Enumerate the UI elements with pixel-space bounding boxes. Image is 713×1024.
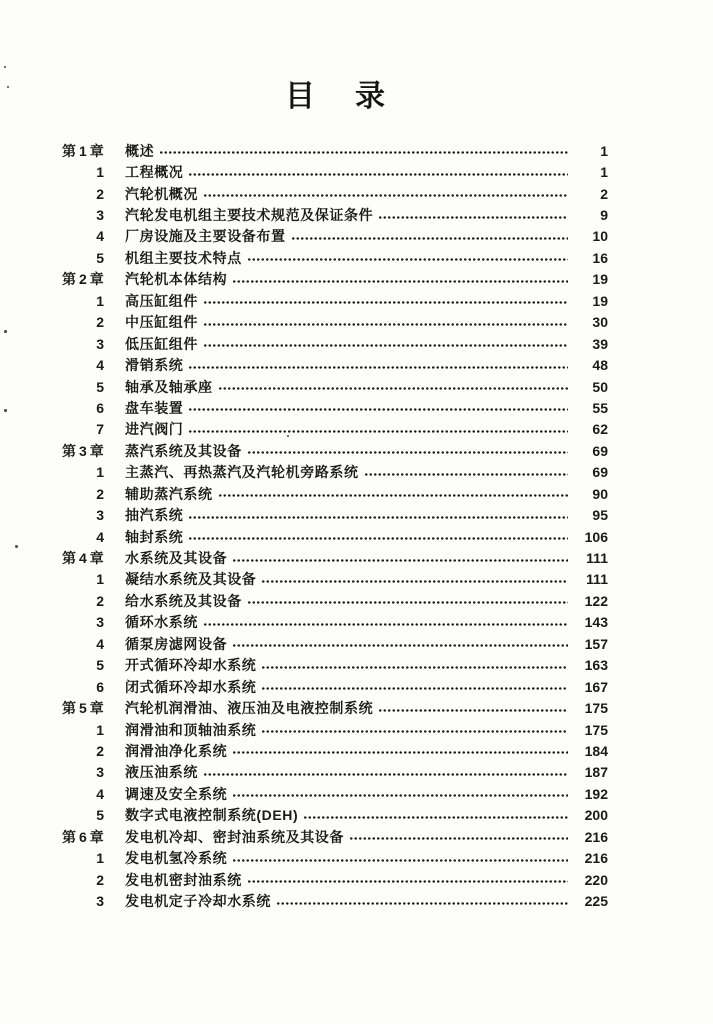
dot-leader-icon [364, 471, 568, 478]
toc-row [62, 161, 608, 182]
toc-row [62, 890, 608, 911]
toc-entry-title: 循环水系统 [125, 614, 198, 631]
toc-entry-label: 3 [96, 507, 104, 524]
dot-leader-icon [159, 149, 568, 156]
toc-entry-title: 厂房设施及主要设备布置 [125, 228, 286, 245]
toc-entry-title: 主蒸汽、再热蒸汽及汽轮机旁路系统 [125, 464, 359, 481]
toc-entry-page: 106 [584, 528, 608, 545]
toc-row [62, 847, 608, 868]
toc-entry-page: 220 [584, 871, 608, 888]
toc-entry-label: 第1章 [62, 142, 107, 159]
dot-leader-icon [232, 792, 568, 799]
dot-leader-icon [232, 278, 568, 285]
toc-entry-page: 175 [584, 721, 608, 738]
toc-entry-title: 盘车装置 [125, 399, 184, 416]
toc-entry-label: 3 [96, 207, 104, 224]
toc-entry-title: 发电机密封油系统 [125, 871, 242, 888]
toc-entry-label: 2 [96, 871, 104, 888]
toc-entry-title: 数字式电液控制系统(DEH) [125, 807, 299, 824]
toc-entry-label: 1 [96, 164, 104, 181]
toc-entry-label: 3 [96, 893, 104, 910]
toc-row [62, 440, 608, 461]
toc-entry-title: 循泵房滤网设备 [125, 635, 228, 652]
toc-entry-page: 184 [584, 742, 608, 759]
toc-entry-title: 液压油系统 [125, 764, 198, 781]
dot-leader-icon [247, 256, 568, 263]
toc-entry-page: 216 [584, 850, 608, 867]
toc-row [62, 655, 608, 676]
toc-entry-label: 4 [96, 528, 104, 545]
toc-row [62, 612, 608, 633]
toc-row [62, 247, 608, 268]
toc-entry-page: 10 [592, 228, 608, 245]
dot-leader-icon [188, 406, 568, 413]
toc-row [62, 397, 608, 418]
dot-leader-icon [303, 814, 568, 821]
toc-entry-title: 发电机氢冷系统 [125, 850, 228, 867]
toc-entry-title: 凝结水系统及其设备 [125, 571, 257, 588]
dot-leader-icon [232, 642, 568, 649]
scan-speckle [4, 330, 7, 333]
dot-leader-icon [261, 685, 568, 692]
toc-entry-label: 1 [96, 721, 104, 738]
toc-entry-page: 167 [584, 678, 608, 695]
toc-entry-label: 5 [96, 807, 104, 824]
toc-entry-page: 157 [584, 635, 608, 652]
scan-speckle [4, 409, 7, 412]
toc-entry-title: 水系统及其设备 [125, 550, 228, 567]
toc-entry-label: 第2章 [62, 271, 107, 288]
dot-leader-icon [276, 900, 568, 907]
dot-leader-icon [203, 771, 568, 778]
toc-entry-page: 50 [592, 378, 608, 395]
toc-entry-page: 187 [584, 764, 608, 781]
dot-leader-icon [349, 835, 568, 842]
toc-entry-page: 69 [592, 442, 608, 459]
dot-leader-icon [203, 299, 568, 306]
title-char-mu: 目 [285, 80, 315, 113]
toc-entry-label: 第5章 [62, 700, 107, 717]
toc-entry-page: 69 [592, 464, 608, 481]
toc-entry-page: 175 [584, 700, 608, 717]
scan-speckle [287, 435, 289, 437]
toc-row [62, 569, 608, 590]
toc-entry-title: 低压缸组件 [125, 335, 198, 352]
dot-leader-icon [218, 385, 568, 392]
toc-entry-label: 3 [96, 335, 104, 352]
scan-speckle [4, 66, 6, 68]
dot-leader-icon [232, 857, 568, 864]
toc-entry-page: 225 [584, 893, 608, 910]
dot-leader-icon [188, 428, 568, 435]
toc-entry-page: 111 [586, 571, 608, 588]
toc-row [62, 526, 608, 547]
toc-row [62, 462, 608, 483]
dot-leader-icon [188, 171, 568, 178]
toc-row [62, 419, 608, 440]
toc-entry-title: 概述 [125, 142, 155, 159]
dot-leader-icon [203, 342, 568, 349]
toc-entry-label: 4 [96, 635, 104, 652]
toc-entry-title: 抽汽系统 [125, 507, 184, 524]
toc-entry-page: 95 [592, 507, 608, 524]
dot-leader-icon [203, 621, 568, 628]
toc-row [62, 269, 608, 290]
dot-leader-icon [218, 492, 568, 499]
toc-entry-title: 发电机定子冷却水系统 [125, 893, 271, 910]
toc-entry-page: 9 [600, 207, 608, 224]
toc-entry-title: 润滑油和顶轴油系统 [125, 721, 257, 738]
toc-entry-label: 1 [96, 292, 104, 309]
toc-entry-label: 1 [96, 464, 104, 481]
toc-row [62, 805, 608, 826]
toc-entry-page: 200 [584, 807, 608, 824]
dot-leader-icon [378, 707, 568, 714]
toc-entry-title: 给水系统及其设备 [125, 592, 242, 609]
toc-entry-label: 5 [96, 249, 104, 266]
toc-entry-label: 1 [96, 571, 104, 588]
dot-leader-icon [203, 192, 568, 199]
toc-entry-page: 163 [584, 657, 608, 674]
dot-leader-icon [261, 664, 568, 671]
toc-entry-title: 润滑油净化系统 [125, 742, 228, 759]
toc-entry-title: 高压缸组件 [125, 292, 198, 309]
toc-entry-title: 汽轮机概况 [125, 185, 198, 202]
toc-entry-label: 第3章 [62, 442, 107, 459]
toc-entry-page: 62 [592, 421, 608, 438]
toc-entry-title: 轴封系统 [125, 528, 184, 545]
toc-entry-label: 3 [96, 614, 104, 631]
toc-row [62, 312, 608, 333]
toc-row [62, 762, 608, 783]
toc-entry-page: 90 [592, 485, 608, 502]
toc-row [62, 290, 608, 311]
toc-entry-page: 30 [592, 314, 608, 331]
toc-entry-page: 2 [600, 185, 608, 202]
toc-entry-title: 机组主要技术特点 [125, 249, 242, 266]
toc-row [62, 826, 608, 847]
toc-row [62, 590, 608, 611]
dot-leader-icon [188, 514, 568, 521]
toc-entry-title: 蒸汽系统及其设备 [125, 442, 242, 459]
dot-leader-icon [232, 749, 568, 756]
title-char-lu: 录 [355, 80, 385, 113]
toc-row [62, 633, 608, 654]
toc-entry-label: 2 [96, 185, 104, 202]
toc-row [62, 483, 608, 504]
toc-row [62, 740, 608, 761]
toc-entry-page: 192 [584, 785, 608, 802]
toc-list [62, 140, 608, 912]
toc-entry-page: 48 [592, 357, 608, 374]
toc-entry-label: 1 [96, 850, 104, 867]
toc-entry-title: 调速及安全系统 [125, 785, 228, 802]
dot-leader-icon [261, 728, 568, 735]
toc-entry-label: 2 [96, 485, 104, 502]
dot-leader-icon [247, 599, 568, 606]
toc-row [62, 376, 608, 397]
toc-entry-label: 4 [96, 785, 104, 802]
toc-row [62, 504, 608, 525]
dot-leader-icon [203, 321, 568, 328]
toc-entry-page: 111 [586, 550, 608, 567]
scan-speckle [15, 545, 18, 548]
dot-leader-icon [261, 578, 568, 585]
dot-leader-icon [378, 214, 568, 221]
dot-leader-icon [232, 557, 568, 564]
toc-entry-label: 7 [96, 421, 104, 438]
toc-entry-label: 2 [96, 314, 104, 331]
toc-row [62, 783, 608, 804]
toc-entry-title: 中压缸组件 [125, 314, 198, 331]
toc-entry-title: 进汽阀门 [125, 421, 184, 438]
toc-entry-label: 4 [96, 228, 104, 245]
toc-entry-title: 发电机冷却、密封油系统及其设备 [125, 828, 344, 845]
toc-entry-label: 5 [96, 378, 104, 395]
toc-row [62, 676, 608, 697]
toc-entry-title: 辅助蒸汽系统 [125, 485, 213, 502]
toc-entry-label: 5 [96, 657, 104, 674]
toc-entry-page: 1 [600, 164, 608, 181]
toc-entry-title: 汽轮发电机组主要技术规范及保证条件 [125, 207, 374, 224]
toc-row [62, 719, 608, 740]
toc-entry-title: 开式循环冷却水系统 [125, 657, 257, 674]
dot-leader-icon [188, 364, 568, 371]
toc-entry-label: 6 [96, 678, 104, 695]
toc-entry-title: 滑销系统 [125, 357, 184, 374]
dot-leader-icon [188, 535, 568, 542]
page-title [62, 76, 608, 118]
toc-row [62, 869, 608, 890]
toc-entry-page: 143 [584, 614, 608, 631]
toc-row [62, 354, 608, 375]
toc-row [62, 140, 608, 161]
toc-entry-label: 3 [96, 764, 104, 781]
toc-entry-page: 39 [592, 335, 608, 352]
toc-entry-title: 工程概况 [125, 164, 184, 181]
toc-row [62, 697, 608, 718]
dot-leader-icon [247, 449, 568, 456]
toc-entry-label: 6 [96, 399, 104, 416]
dot-leader-icon [247, 878, 568, 885]
toc-entry-title: 轴承及轴承座 [125, 378, 213, 395]
toc-entry-page: 19 [592, 271, 608, 288]
toc-entry-page: 55 [592, 399, 608, 416]
toc-entry-label: 第4章 [62, 550, 107, 567]
toc-entry-title: 汽轮机本体结构 [125, 271, 228, 288]
toc-row [62, 204, 608, 225]
toc-entry-label: 4 [96, 357, 104, 374]
toc-entry-title: 闭式循环冷却水系统 [125, 678, 257, 695]
toc-entry-page: 16 [592, 249, 608, 266]
toc-entry-title: 汽轮机润滑油、液压油及电液控制系统 [125, 700, 374, 717]
dot-leader-icon [291, 235, 568, 242]
toc-entry-label: 2 [96, 742, 104, 759]
toc-entry-label: 第6章 [62, 828, 107, 845]
toc-entry-page: 122 [584, 592, 608, 609]
toc-row [62, 333, 608, 354]
toc-entry-label: 2 [96, 592, 104, 609]
toc-entry-page: 1 [600, 142, 608, 159]
toc-row [62, 547, 608, 568]
toc-entry-page: 216 [584, 828, 608, 845]
scan-speckle [7, 86, 9, 88]
toc-row [62, 226, 608, 247]
toc-entry-page: 19 [592, 292, 608, 309]
toc-row [62, 183, 608, 204]
